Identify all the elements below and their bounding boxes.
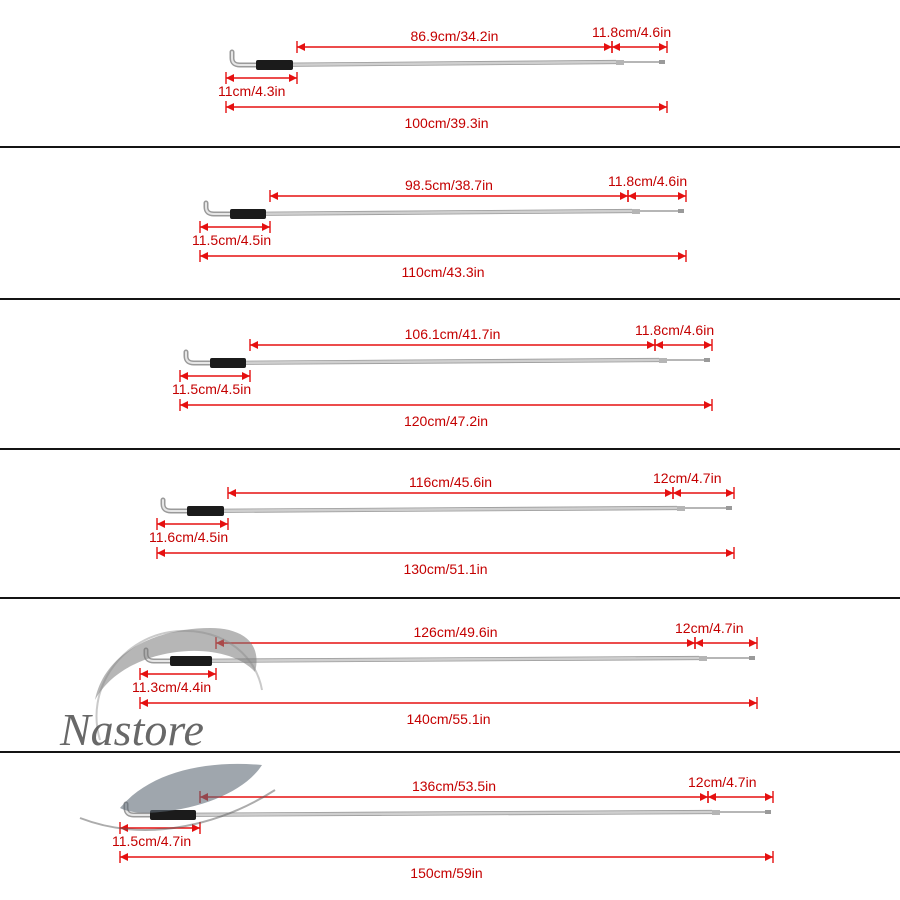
dimension-end-arrow-right bbox=[659, 43, 667, 51]
middle-length-label: 98.5cm/38.7in bbox=[405, 177, 493, 193]
dimension-middle-arrow-left bbox=[270, 192, 278, 200]
cable-end-tip bbox=[678, 209, 684, 213]
dimension-total-arrow-left bbox=[180, 401, 188, 409]
end-length-label: 12cm/4.7in bbox=[675, 620, 744, 636]
middle-length-label: 136cm/53.5in bbox=[411, 778, 497, 794]
dimension-total-arrow-right bbox=[726, 549, 734, 557]
dimension-middle-arrow-right bbox=[687, 639, 695, 647]
dimension-total-arrow-right bbox=[704, 401, 712, 409]
dimension-total-arrow-left bbox=[226, 103, 234, 111]
cable-grip bbox=[187, 506, 224, 516]
cable-100cm bbox=[218, 24, 671, 131]
end-length-label: 12cm/4.7in bbox=[653, 470, 722, 486]
total-length-label: 100cm/39.3in bbox=[404, 115, 489, 131]
handle-length-label: 11.6cm/4.5in bbox=[149, 529, 229, 545]
dimension-handle-arrow-left bbox=[180, 372, 188, 380]
dimension-handle-arrow-left bbox=[200, 223, 208, 231]
cable-end-tip bbox=[704, 358, 710, 362]
cable-grip bbox=[170, 656, 212, 666]
total-length-label: 110cm/43.3in bbox=[401, 264, 485, 280]
watermark-text: Nastore bbox=[60, 704, 204, 755]
handle-length-label: 11.3cm/4.4in bbox=[132, 679, 212, 695]
end-length-label: 11.8cm/4.6in bbox=[608, 173, 688, 189]
end-length-label: 11.8cm/4.6in bbox=[635, 322, 715, 338]
dimension-end-arrow-right bbox=[726, 489, 734, 497]
dimension-end-arrow-left bbox=[628, 192, 636, 200]
dimension-middle-arrow-right bbox=[665, 489, 673, 497]
total-length-label: 140cm/55.1in bbox=[406, 711, 491, 727]
middle-length-label: 116cm/45.6in bbox=[408, 474, 493, 490]
dimension-handle-arrow-left bbox=[226, 74, 234, 82]
cable-120cm bbox=[172, 322, 714, 429]
cable-hook bbox=[232, 52, 258, 65]
cable-ferrule bbox=[659, 358, 667, 363]
cable-130cm bbox=[149, 470, 734, 577]
dimension-end-arrow-left bbox=[612, 43, 620, 51]
dimension-handle-arrow-left bbox=[157, 520, 165, 528]
dimension-end-arrow-right bbox=[678, 192, 686, 200]
dimension-handle-arrow-right bbox=[220, 520, 228, 528]
cable-110cm bbox=[192, 173, 687, 280]
cable-ferrule bbox=[699, 656, 707, 661]
dimension-handle-arrow-right bbox=[208, 670, 216, 678]
end-length-label: 12cm/4.7in bbox=[688, 774, 757, 790]
cable-end-tip bbox=[659, 60, 665, 64]
cable-end-tip bbox=[765, 810, 771, 814]
dimension-middle-arrow-right bbox=[647, 341, 655, 349]
dimension-middle-arrow-left bbox=[228, 489, 236, 497]
handle-length-label: 11cm/4.3in bbox=[218, 83, 286, 99]
dimension-total-arrow-left bbox=[200, 252, 208, 260]
dimension-middle-arrow-right bbox=[604, 43, 612, 51]
total-length-label: 150cm/59in bbox=[410, 865, 483, 881]
cable-ferrule bbox=[712, 810, 720, 815]
dimension-total-arrow-right bbox=[749, 699, 757, 707]
dimension-handle-arrow-right bbox=[262, 223, 270, 231]
watermark-brush-bottom bbox=[120, 764, 262, 813]
total-length-label: 120cm/47.2in bbox=[403, 413, 489, 429]
cable-grip bbox=[256, 60, 293, 70]
dimension-total-arrow-right bbox=[659, 103, 667, 111]
dimension-handle-arrow-left bbox=[140, 670, 148, 678]
dimension-handle-arrow-right bbox=[242, 372, 250, 380]
dimension-total-arrow-right bbox=[678, 252, 686, 260]
dimension-middle-arrow-right bbox=[620, 192, 628, 200]
middle-length-label: 86.9cm/34.2in bbox=[410, 28, 499, 44]
cable-ferrule bbox=[616, 60, 624, 65]
dimension-total-arrow-right bbox=[765, 853, 773, 861]
dimension-total-arrow-left bbox=[120, 853, 128, 861]
end-length-label: 11.8cm/4.6in bbox=[592, 24, 672, 40]
dimension-end-arrow-right bbox=[765, 793, 773, 801]
handle-length-label: 11.5cm/4.5in bbox=[192, 232, 272, 248]
dimension-handle-arrow-right bbox=[289, 74, 297, 82]
cable-grip bbox=[230, 209, 266, 219]
dimension-end-arrow-right bbox=[749, 639, 757, 647]
handle-length-label: 11.5cm/4.5in bbox=[172, 381, 252, 397]
dimension-end-arrow-left bbox=[708, 793, 716, 801]
dimension-end-arrow-right bbox=[704, 341, 712, 349]
dimension-middle-arrow-left bbox=[250, 341, 258, 349]
handle-length-label: 11.5cm/4.7in bbox=[112, 833, 192, 849]
dimension-middle-arrow-left bbox=[297, 43, 305, 51]
middle-length-label: 106.1cm/41.7in bbox=[404, 326, 501, 342]
middle-length-label: 126cm/49.6in bbox=[413, 624, 498, 640]
dimension-middle-arrow-right bbox=[700, 793, 708, 801]
total-length-label: 130cm/51.1in bbox=[403, 561, 488, 577]
dimension-end-arrow-left bbox=[673, 489, 681, 497]
cable-ferrule bbox=[677, 506, 685, 511]
dimension-total-arrow-left bbox=[157, 549, 165, 557]
cable-ferrule bbox=[632, 209, 640, 214]
cable-end-tip bbox=[749, 656, 755, 660]
cable-grip bbox=[210, 358, 246, 368]
watermark-logo bbox=[59, 628, 275, 830]
cable-end-tip bbox=[726, 506, 732, 510]
dimension-end-arrow-left bbox=[655, 341, 663, 349]
dimension-end-arrow-left bbox=[695, 639, 703, 647]
